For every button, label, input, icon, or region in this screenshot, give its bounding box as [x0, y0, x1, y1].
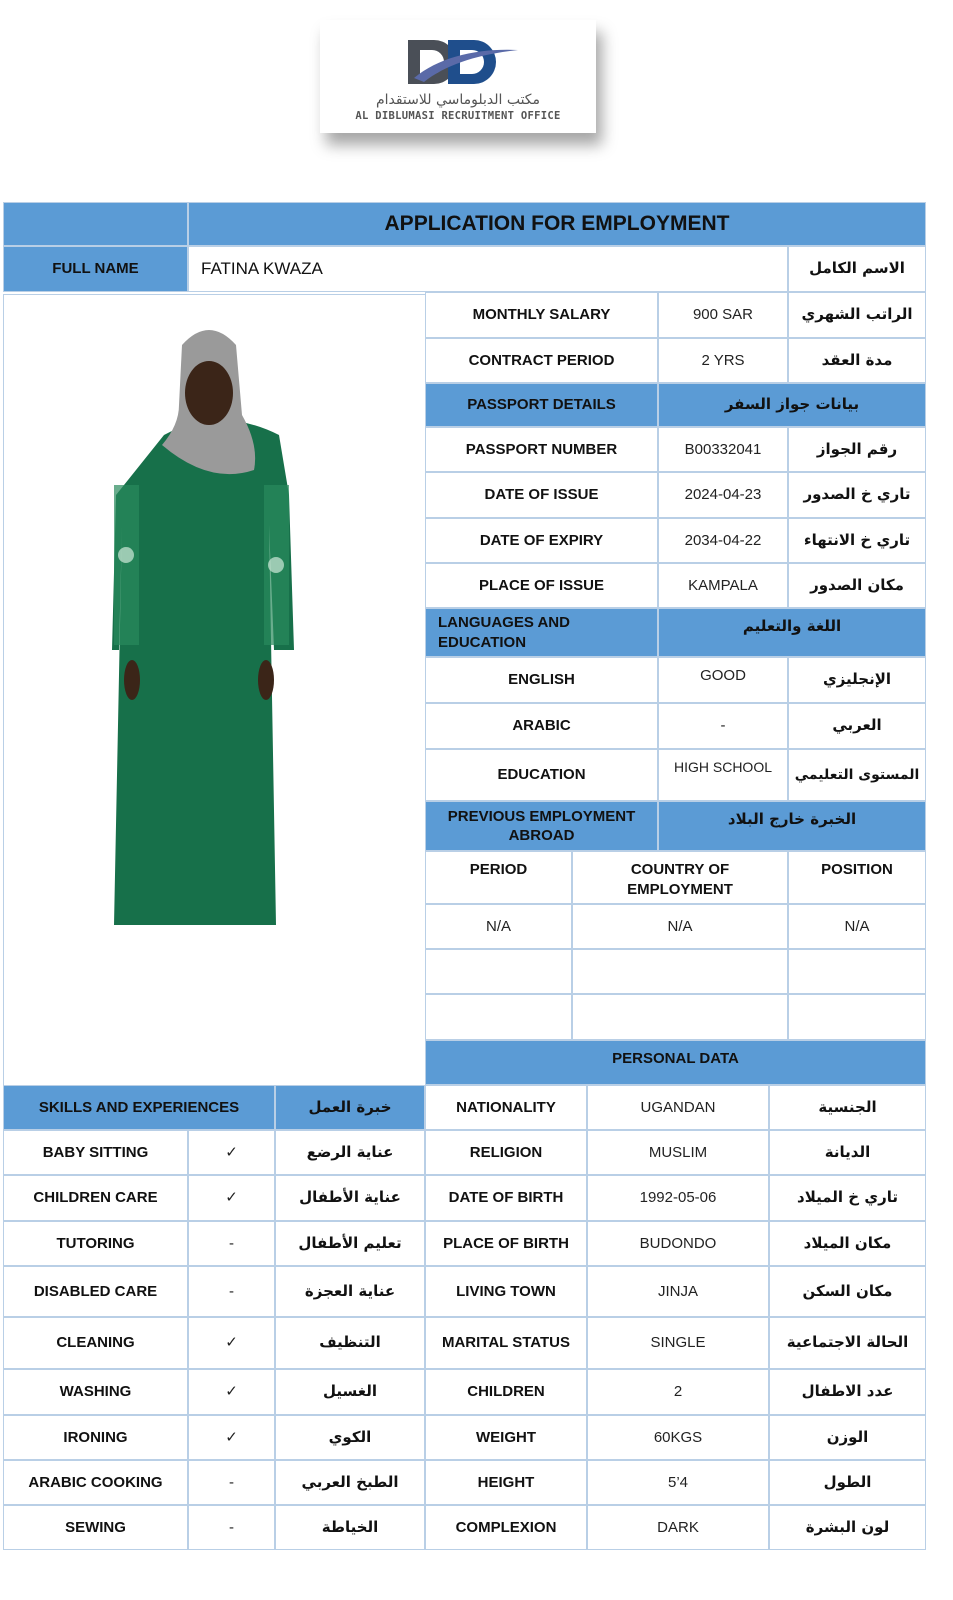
skill-mark: ✓	[188, 1317, 275, 1369]
contract-period-value: 2 YRS	[658, 338, 788, 383]
skill-mark: ✓	[188, 1369, 275, 1415]
languages-header: LANGUAGES AND EDUCATION	[425, 608, 658, 657]
date-of-issue-value: 2024-04-23	[658, 472, 788, 518]
employment-col-position: POSITION	[788, 851, 926, 904]
personal-value: 5’4	[587, 1460, 769, 1505]
employment-position-1: N/A	[788, 904, 926, 949]
salary-label-ar: الراتب الشهري	[788, 292, 926, 338]
employment-position-2	[788, 949, 926, 994]
english-value: GOOD	[658, 657, 788, 703]
personal-value: 60KGS	[587, 1415, 769, 1460]
skill-label-ar: عناية الأطفال	[275, 1175, 425, 1221]
languages-header-ar: اللغة والتعليم	[658, 608, 926, 657]
personal-label: PLACE OF BIRTH	[425, 1221, 587, 1266]
full-name-value: FATINA KWAZA	[188, 246, 788, 292]
employment-period-2	[425, 949, 572, 994]
personal-label-ar: عدد الاطفال	[769, 1369, 926, 1415]
place-of-issue-value: KAMPALA	[658, 563, 788, 608]
applicant-photo-area	[3, 294, 436, 1108]
logo-english-text: AL DIBLUMASI RECRUITMENT OFFICE	[355, 110, 561, 122]
employment-col-country: COUNTRY OF EMPLOYMENT	[572, 851, 788, 904]
passport-number-label-ar: رقم الجواز	[788, 427, 926, 472]
passport-header-ar: بيانات جواز السفر	[658, 383, 926, 427]
applicant-photo	[4, 295, 437, 1109]
employment-header-ar: الخبرة خارج البلاد	[658, 801, 926, 851]
education-label-ar: المستوى التعليمي	[788, 749, 926, 801]
personal-label-ar: مكان السكن	[769, 1266, 926, 1317]
personal-label-ar: تاري خ الميلاد	[769, 1175, 926, 1221]
skill-label: IRONING	[3, 1415, 188, 1460]
title-corner-cell	[3, 202, 188, 246]
personal-value: BUDONDO	[587, 1221, 769, 1266]
employment-col-period: PERIOD	[425, 851, 572, 904]
personal-value: 2	[587, 1369, 769, 1415]
skill-label-ar: عناية العجزة	[275, 1266, 425, 1317]
salary-label: MONTHLY SALARY	[425, 292, 658, 338]
personal-label: MARITAL STATUS	[425, 1317, 587, 1369]
date-of-expiry-value: 2034-04-22	[658, 518, 788, 563]
date-of-issue-label-ar: تاري خ الصدور	[788, 472, 926, 518]
skill-label-ar: التنظيف	[275, 1317, 425, 1369]
skill-mark: ✓	[188, 1175, 275, 1221]
personal-label-ar: الديانة	[769, 1130, 926, 1175]
employment-period-3	[425, 994, 572, 1040]
personal-value: DARK	[587, 1505, 769, 1550]
skill-label-ar: الخياطة	[275, 1505, 425, 1550]
logo-mark-icon	[400, 34, 520, 92]
skill-label-ar: الكوي	[275, 1415, 425, 1460]
contract-period-label: CONTRACT PERIOD	[425, 338, 658, 383]
skill-label-ar: الغسيل	[275, 1369, 425, 1415]
personal-value: MUSLIM	[587, 1130, 769, 1175]
personal-label: LIVING TOWN	[425, 1266, 587, 1317]
employment-position-3	[788, 994, 926, 1040]
personal-label: COMPLEXION	[425, 1505, 587, 1550]
employment-period-1: N/A	[425, 904, 572, 949]
date-of-expiry-label-ar: تاري خ الانتهاء	[788, 518, 926, 563]
logo-arabic-text: مكتب الدبلوماسي للاستقدام	[375, 92, 541, 108]
personal-label-ar: الطول	[769, 1460, 926, 1505]
skills-header: SKILLS AND EXPERIENCES	[3, 1085, 275, 1130]
english-label-ar: الإنجليزي	[788, 657, 926, 703]
passport-header: PASSPORT DETAILS	[425, 383, 658, 427]
salary-value: 900 SAR	[658, 292, 788, 338]
personal-value: UGANDAN	[587, 1085, 769, 1130]
personal-label-ar: لون البشرة	[769, 1505, 926, 1550]
skill-mark: -	[188, 1221, 275, 1266]
personal-label: HEIGHT	[425, 1460, 587, 1505]
full-name-label-ar: الاسم الكامل	[788, 246, 926, 292]
arabic-label-ar: العربي	[788, 703, 926, 749]
personal-value: JINJA	[587, 1266, 769, 1317]
personal-label: NATIONALITY	[425, 1085, 587, 1130]
education-label: EDUCATION	[425, 749, 658, 801]
skill-label: CHILDREN CARE	[3, 1175, 188, 1221]
personal-data-header: PERSONAL DATA	[425, 1040, 926, 1085]
contract-period-label-ar: مدة العقد	[788, 338, 926, 383]
skill-mark: ✓	[188, 1415, 275, 1460]
personal-label: CHILDREN	[425, 1369, 587, 1415]
skill-label: BABY SITTING	[3, 1130, 188, 1175]
personal-label-ar: مكان الميلاد	[769, 1221, 926, 1266]
skill-label: CLEANING	[3, 1317, 188, 1369]
skill-label-ar: تعليم الأطفال	[275, 1221, 425, 1266]
personal-label: DATE OF BIRTH	[425, 1175, 587, 1221]
employment-country-1: N/A	[572, 904, 788, 949]
personal-label-ar: الوزن	[769, 1415, 926, 1460]
company-logo	[320, 20, 596, 133]
skill-label: SEWING	[3, 1505, 188, 1550]
skills-header-ar: خبرة العمل	[275, 1085, 425, 1130]
skill-label: TUTORING	[3, 1221, 188, 1266]
skill-label: DISABLED CARE	[3, 1266, 188, 1317]
arabic-label: ARABIC	[425, 703, 658, 749]
passport-number-value: B00332041	[658, 427, 788, 472]
employment-country-3	[572, 994, 788, 1040]
skill-label: ARABIC COOKING	[3, 1460, 188, 1505]
personal-label-ar: الحالة الاجتماعية	[769, 1317, 926, 1369]
passport-number-label: PASSPORT NUMBER	[425, 427, 658, 472]
skill-mark: ✓	[188, 1130, 275, 1175]
personal-label: RELIGION	[425, 1130, 587, 1175]
form-title: APPLICATION FOR EMPLOYMENT	[188, 202, 926, 246]
skill-label-ar: عناية الرضع	[275, 1130, 425, 1175]
personal-label: WEIGHT	[425, 1415, 587, 1460]
employment-header: PREVIOUS EMPLOYMENT ABROAD	[425, 801, 658, 851]
personal-label-ar: الجنسية	[769, 1085, 926, 1130]
skill-mark: -	[188, 1505, 275, 1550]
arabic-value: -	[658, 703, 788, 749]
education-value: HIGH SCHOOL	[658, 749, 788, 801]
date-of-issue-label: DATE OF ISSUE	[425, 472, 658, 518]
skill-mark: -	[188, 1460, 275, 1505]
skill-label-ar: الطبخ العربي	[275, 1460, 425, 1505]
personal-value: 1992-05-06	[587, 1175, 769, 1221]
skill-label: WASHING	[3, 1369, 188, 1415]
skill-mark: -	[188, 1266, 275, 1317]
full-name-label: FULL NAME	[3, 246, 188, 292]
place-of-issue-label-ar: مكان الصدور	[788, 563, 926, 608]
place-of-issue-label: PLACE OF ISSUE	[425, 563, 658, 608]
employment-country-2	[572, 949, 788, 994]
date-of-expiry-label: DATE OF EXPIRY	[425, 518, 658, 563]
english-label: ENGLISH	[425, 657, 658, 703]
personal-value: SINGLE	[587, 1317, 769, 1369]
